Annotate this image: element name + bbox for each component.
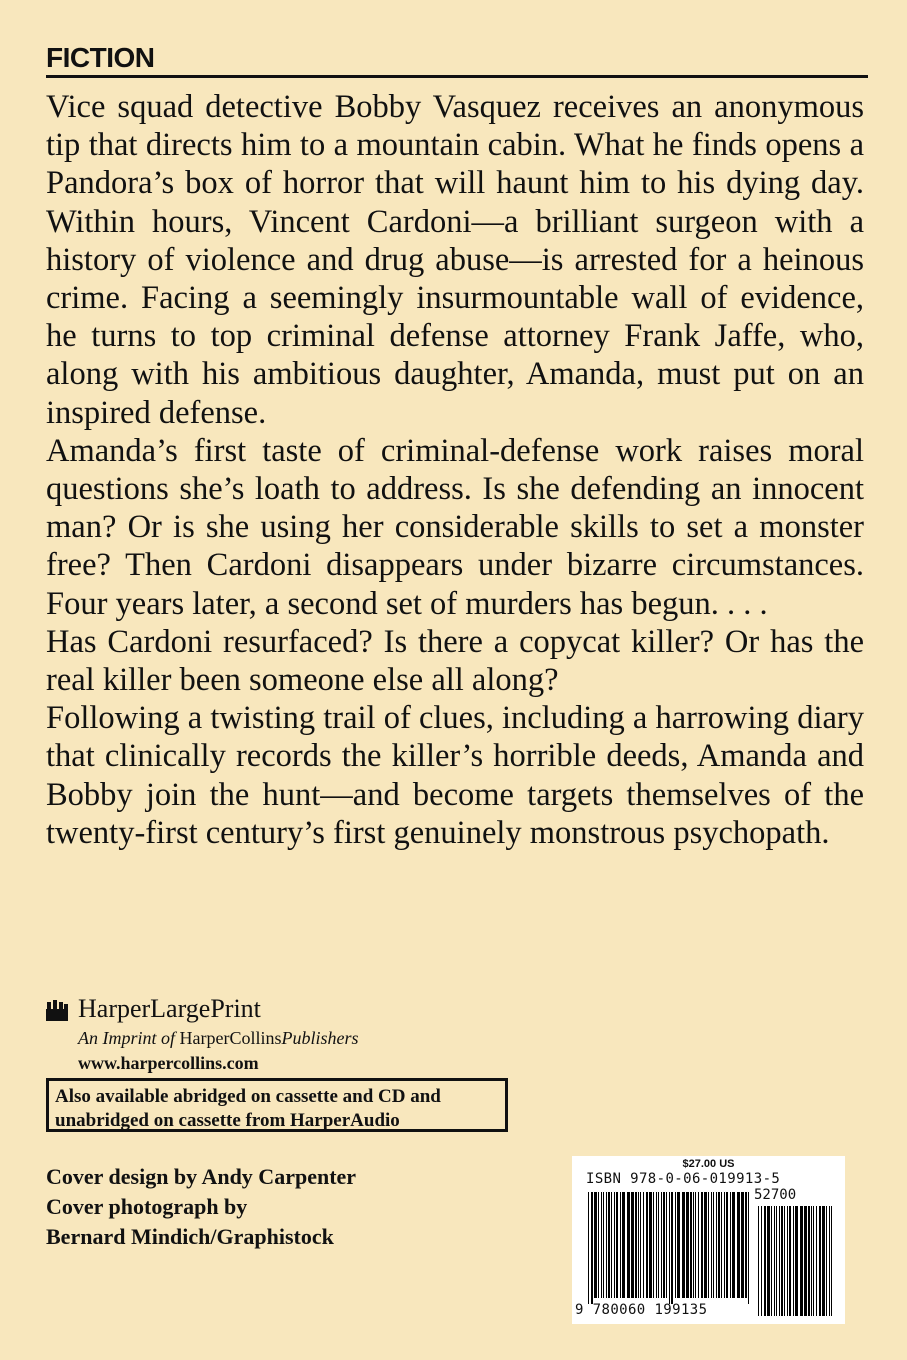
barcode-stripe <box>789 1206 791 1316</box>
publisher-imprint <box>78 1028 359 1049</box>
audio-line: Also available abridged on cassette and CD and <box>55 1086 441 1107</box>
barcode-stripe <box>594 1192 597 1298</box>
barcode-stripe <box>653 1192 654 1298</box>
barcode-stripe <box>724 1192 725 1298</box>
barcode-stripe <box>598 1192 599 1298</box>
barcode-stripe <box>620 1192 621 1298</box>
barcode-stripe <box>776 1206 777 1316</box>
barcode-stripe <box>771 1206 772 1316</box>
barcode-stripe <box>764 1206 766 1316</box>
publisher-name: HarperLargePrint <box>78 994 261 1023</box>
credit-line: Bernard Mindich/Graphistock <box>46 1224 334 1249</box>
credit-line: Cover photograph by <box>46 1194 248 1219</box>
barcode-stripe <box>829 1206 830 1316</box>
barcode-stripe <box>666 1192 667 1298</box>
barcode-stripe <box>704 1192 707 1298</box>
header-rule <box>46 75 868 78</box>
barcode-stripe <box>741 1192 744 1298</box>
audio-availability-box <box>46 1078 508 1132</box>
barcode-stripe <box>793 1206 794 1316</box>
barcode-stripe <box>614 1192 615 1298</box>
barcode-stripe <box>638 1192 639 1298</box>
barcode-stripe <box>663 1192 665 1298</box>
barcode-stripe <box>606 1192 607 1298</box>
barcode-stripe <box>761 1206 762 1316</box>
barcode-stripe <box>690 1192 692 1298</box>
addon-code: 52700 <box>754 1187 797 1203</box>
fire-logo-icon <box>46 999 68 1021</box>
barcode-stripe <box>669 1192 670 1304</box>
barcode-stripe <box>745 1192 747 1298</box>
audio-line: unabridged on cassette from HarperAudio <box>55 1110 400 1131</box>
barcode-stripe <box>718 1192 720 1298</box>
barcode-stripe <box>656 1192 657 1298</box>
barcode-stripe <box>831 1206 832 1316</box>
barcode-stripe <box>779 1206 780 1316</box>
barcode-stripe <box>601 1192 602 1298</box>
imprint-suffix: Publishers <box>281 1028 359 1048</box>
barcode-stripe <box>608 1192 610 1298</box>
barcode-stripe <box>811 1206 812 1316</box>
blurb-paragraph: Following a twisting trail of clues, including a harrowing diary that clinically records the killer’s horrible deeds, Amanda and Bobby join the hunt—and become targets themselves of the twenty-first century’s first genuinely monstrous psychopath. <box>46 700 864 851</box>
barcode-stripe <box>730 1192 731 1298</box>
barcode-stripe <box>643 1192 644 1298</box>
barcode-stripe <box>822 1206 825 1316</box>
barcode-stripe <box>677 1192 680 1298</box>
barcode-stripe <box>616 1192 618 1298</box>
barcode-stripe <box>611 1192 612 1298</box>
barcode-panel <box>572 1156 845 1324</box>
blurb-paragraph: Vice squad detective Bobby Vasquez receives an anonymous tip that directs him to a mountain cabin. What he finds opens a Pandora’s box of horror that will haunt him to his dying day. Within hours, Vincent Cardoni—a brilliant surgeon with a history of violence and drug abuse—is arrested for a heinous crime. Facing a seemingly insurmountable wall of evidence, he turns to top criminal defense attorney Frank Jaffe, who, along with his ambitious daughter, Amanda, must put on an inspired defense. <box>46 89 864 431</box>
barcode-stripe <box>758 1206 759 1316</box>
price-label: $27.00 US <box>682 1158 735 1170</box>
barcode-stripe <box>784 1206 785 1316</box>
blurb-paragraph: Amanda’s first taste of criminal-defense work raises moral questions she’s loath to address. Is she defending an innocent man? Or is she using her considerable skills to set a monster free? Then Cardoni disappears under bizarre circumstances. Four years later, a second set of murders has begun. . . . <box>46 432 864 622</box>
barcode-stripe <box>693 1192 694 1298</box>
blurb-text <box>46 88 864 852</box>
imprint-prefix: An Imprint of <box>78 1028 175 1048</box>
barcode-stripe <box>658 1192 659 1298</box>
publisher-website: www.harpercollins.com <box>78 1053 259 1073</box>
barcode-stripe <box>787 1206 788 1316</box>
barcode-stripe <box>588 1192 589 1304</box>
barcode-stripe <box>640 1192 641 1298</box>
barcode-stripe <box>826 1206 827 1316</box>
barcode-stripe <box>646 1192 648 1298</box>
barcode-stripe <box>781 1206 783 1316</box>
barcode-stripe <box>713 1192 714 1298</box>
barcode-stripe <box>748 1192 749 1304</box>
barcode-stripe <box>767 1206 770 1316</box>
barcode-stripe <box>732 1192 735 1298</box>
barcode-stripe <box>695 1192 696 1298</box>
publisher-block <box>46 994 359 1074</box>
barcode-stripe <box>591 1192 593 1304</box>
barcode-stripe <box>649 1192 652 1298</box>
barcode-stripe <box>603 1192 604 1298</box>
barcode-stripe <box>813 1206 814 1316</box>
barcode-stripe <box>698 1192 699 1298</box>
barcode-stripe <box>686 1192 689 1298</box>
barcode-stripe <box>721 1192 722 1298</box>
barcode-stripe <box>819 1206 821 1316</box>
barcode-stripe <box>631 1192 634 1298</box>
barcode-stripe <box>711 1192 712 1298</box>
barcode-stripe <box>661 1192 662 1298</box>
barcode-stripe <box>635 1192 637 1298</box>
isbn-label: ISBN 978-0-06-019913-5 <box>586 1171 781 1187</box>
barcode-stripe <box>795 1206 798 1316</box>
barcode-stripe <box>804 1206 807 1316</box>
barcode-stripe <box>627 1192 630 1298</box>
imprint-name: HarperCollins <box>179 1028 282 1048</box>
barcode-stripe <box>737 1192 740 1298</box>
barcode-stripe <box>808 1206 810 1316</box>
ean-digits: 9 780060 199135 <box>575 1302 708 1318</box>
barcode-stripe <box>816 1206 817 1316</box>
barcode-stripe <box>716 1192 717 1298</box>
barcode-stripe <box>622 1192 625 1298</box>
barcode-stripe <box>701 1192 703 1298</box>
barcode-stripe <box>671 1192 673 1304</box>
barcode-stripe <box>675 1192 676 1298</box>
barcode-stripe <box>682 1192 685 1298</box>
credit-line: Cover design by Andy Carpenter <box>46 1164 357 1189</box>
cover-credits <box>46 1162 356 1252</box>
blurb-paragraph: Has Cardoni resurfaced? Is there a copycat killer? Or has the real killer been someone else all along? <box>46 623 864 699</box>
section-label: FICTION <box>46 42 155 73</box>
barcode-stripe <box>800 1206 803 1316</box>
barcode-stripe <box>774 1206 775 1316</box>
barcode-stripe <box>726 1192 728 1298</box>
barcode-stripe <box>708 1192 709 1298</box>
